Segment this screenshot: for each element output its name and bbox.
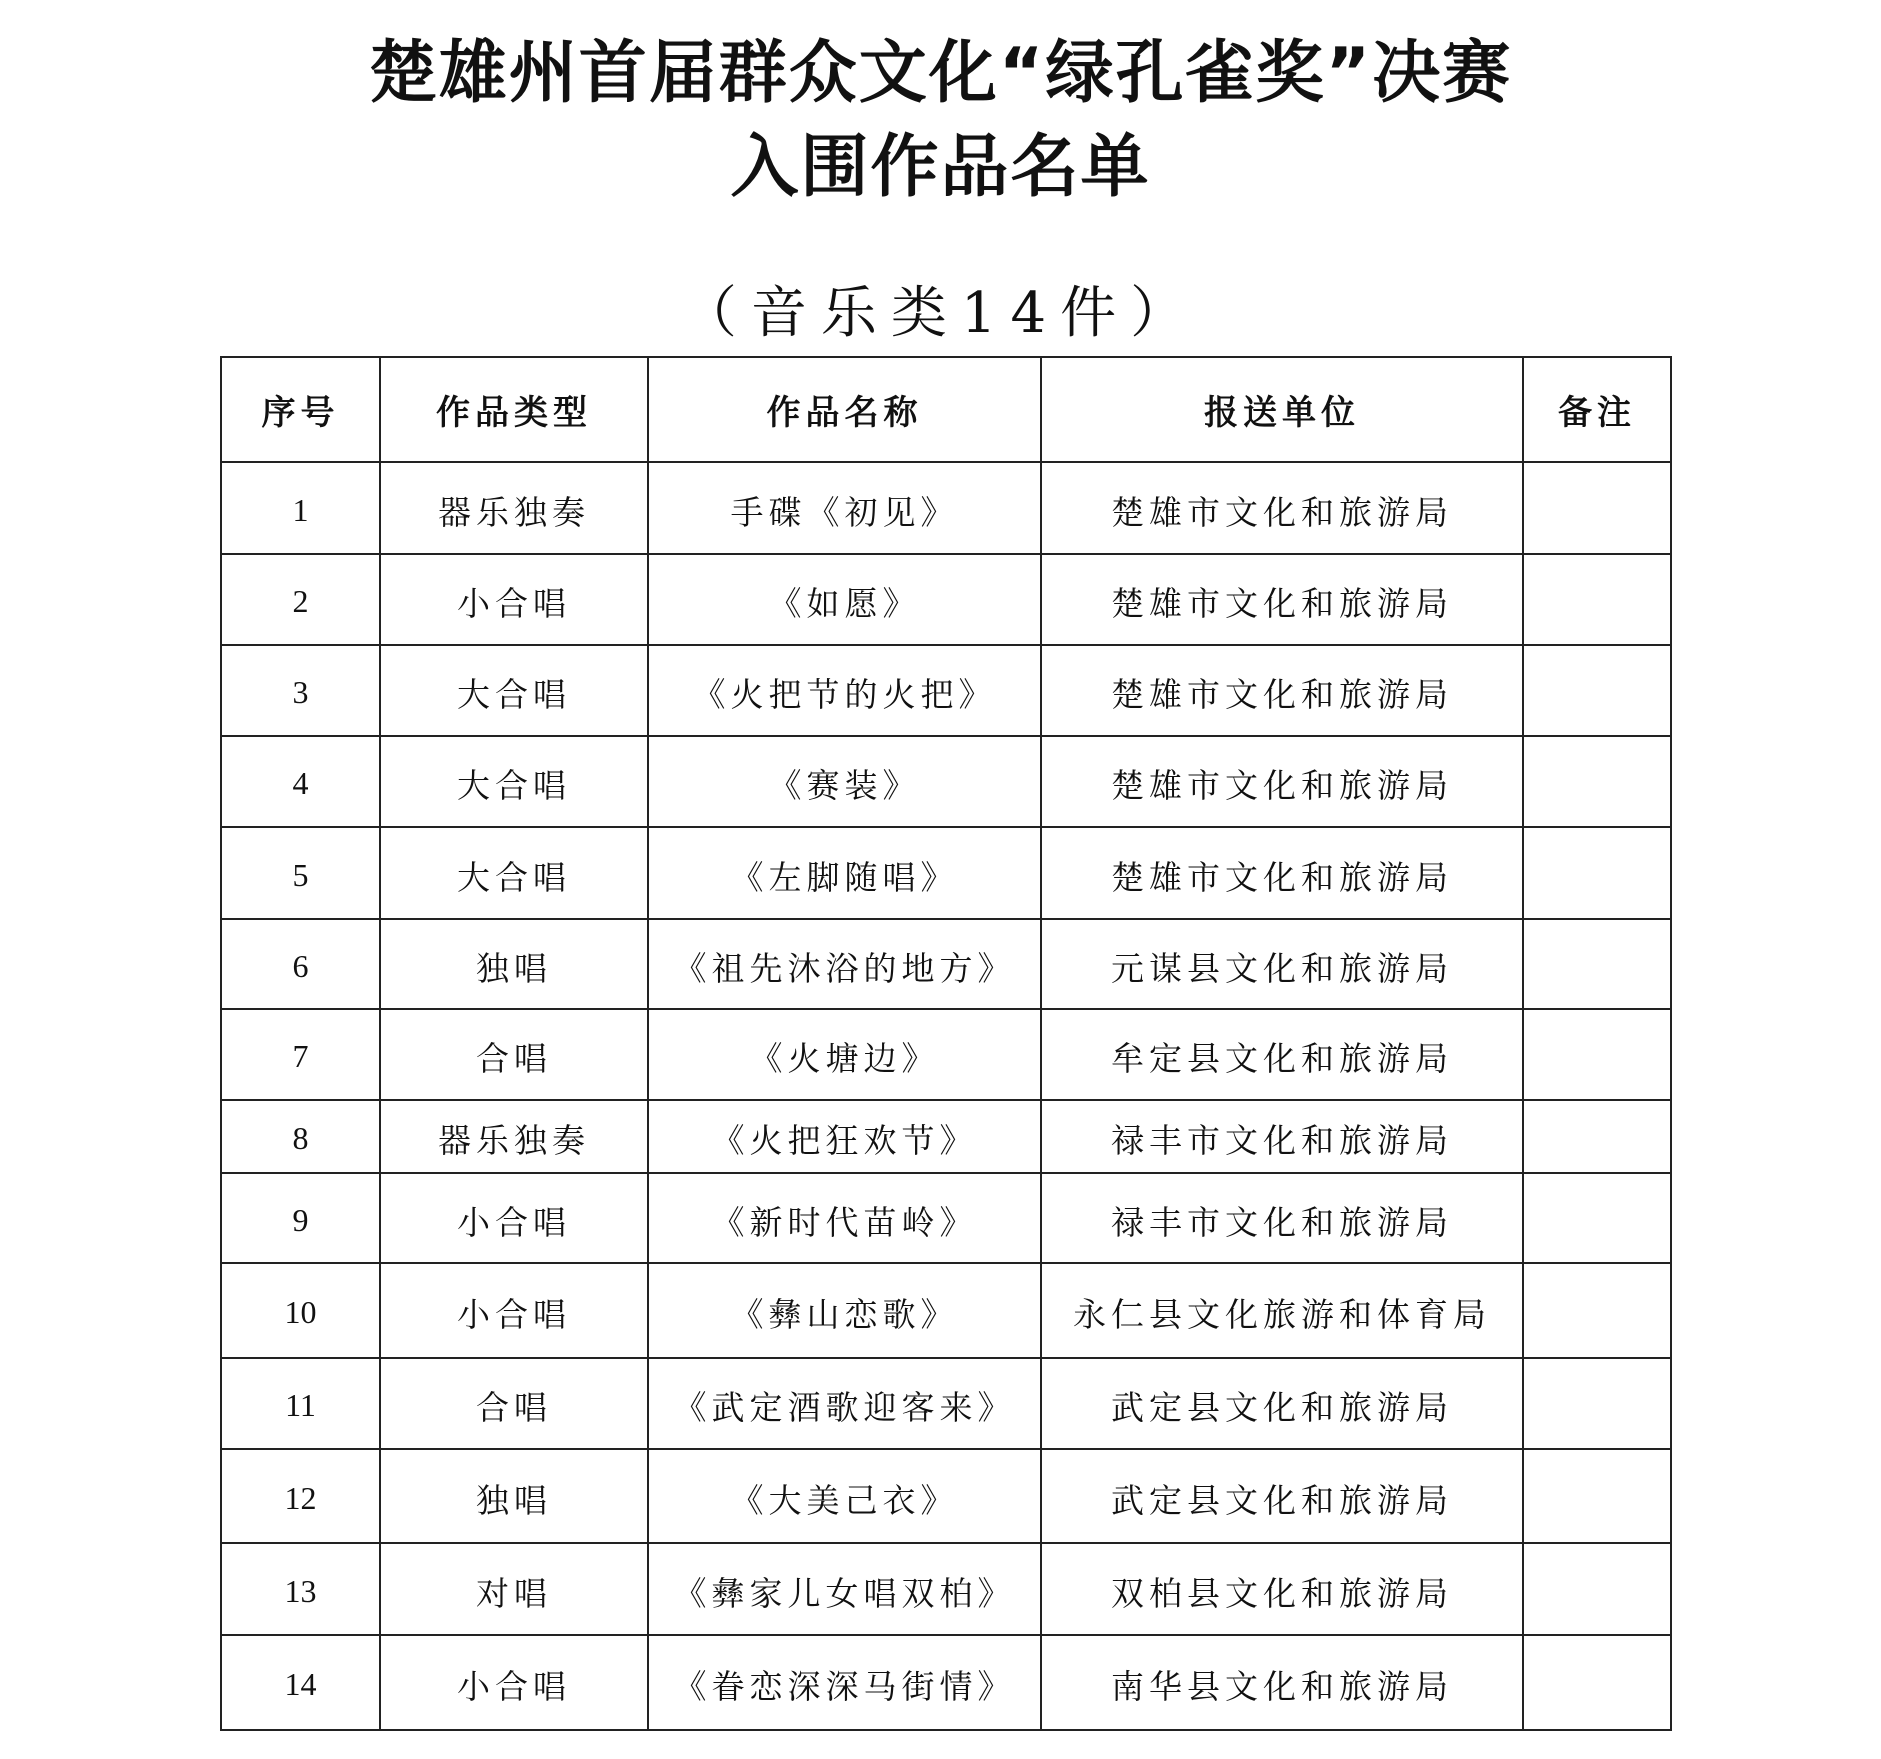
cell-note: [1523, 1358, 1671, 1449]
cell-unit: 楚雄市文化和旅游局: [1041, 827, 1523, 919]
cell-type: 对唱: [380, 1543, 648, 1635]
table-row: [221, 1635, 1671, 1730]
cell-unit: 永仁县文化旅游和体育局: [1041, 1263, 1523, 1358]
cell-name: 《祖先沐浴的地方》: [648, 919, 1041, 1009]
table-row: [221, 1009, 1671, 1100]
cell-unit: 牟定县文化和旅游局: [1041, 1009, 1523, 1100]
cell-name: 《彝山恋歌》: [648, 1263, 1041, 1358]
table-row: [221, 827, 1671, 919]
header-type: 作品类型: [380, 357, 648, 462]
cell-no: 8: [221, 1100, 380, 1173]
header-note: 备注: [1523, 357, 1671, 462]
table-row: [221, 919, 1671, 1009]
cell-no: 12: [221, 1449, 380, 1543]
header-no: 序号: [221, 357, 380, 462]
cell-type: 合唱: [380, 1009, 648, 1100]
cell-no: 13: [221, 1543, 380, 1635]
cell-note: [1523, 462, 1671, 554]
cell-note: [1523, 645, 1671, 736]
cell-no: 1: [221, 462, 380, 554]
table-row: [221, 1543, 1671, 1635]
cell-name: 《武定酒歌迎客来》: [648, 1358, 1041, 1449]
header-unit: 报送单位: [1041, 357, 1523, 462]
cell-name: 《新时代苗岭》: [648, 1173, 1041, 1263]
cell-no: 4: [221, 736, 380, 827]
table-row: [221, 554, 1671, 645]
cell-name: 《大美己衣》: [648, 1449, 1041, 1543]
cell-type: 大合唱: [380, 827, 648, 919]
cell-note: [1523, 736, 1671, 827]
cell-unit: 楚雄市文化和旅游局: [1041, 736, 1523, 827]
cell-unit: 禄丰市文化和旅游局: [1041, 1173, 1523, 1263]
cell-note: [1523, 1449, 1671, 1543]
table-row: [221, 462, 1671, 554]
table-row: [221, 1449, 1671, 1543]
cell-no: 14: [221, 1635, 380, 1730]
category-subtitle: （音乐类14件）: [680, 281, 1201, 346]
cell-type: 大合唱: [380, 645, 648, 736]
cell-type: 小合唱: [380, 1263, 648, 1358]
page-title-line-1: 楚雄州首届群众文化“绿孔雀奖”决赛: [368, 34, 1513, 113]
cell-no: 9: [221, 1173, 380, 1263]
cell-type: 独唱: [380, 919, 648, 1009]
cell-name: 《火把节的火把》: [648, 645, 1041, 736]
cell-no: 11: [221, 1358, 380, 1449]
cell-type: 大合唱: [380, 736, 648, 827]
finalist-table: [220, 356, 1672, 1731]
table-body: [221, 462, 1671, 1730]
cell-type: 器乐独奏: [380, 462, 648, 554]
cell-type: 小合唱: [380, 554, 648, 645]
cell-note: [1523, 1173, 1671, 1263]
cell-no: 6: [221, 919, 380, 1009]
cell-unit: 楚雄市文化和旅游局: [1041, 462, 1523, 554]
cell-unit: 南华县文化和旅游局: [1041, 1635, 1523, 1730]
cell-unit: 武定县文化和旅游局: [1041, 1358, 1523, 1449]
cell-no: 2: [221, 554, 380, 645]
header-name: 作品名称: [648, 357, 1041, 462]
cell-type: 合唱: [380, 1358, 648, 1449]
cell-no: 7: [221, 1009, 380, 1100]
header-row: [221, 357, 1671, 462]
cell-name: 《如愿》: [648, 554, 1041, 645]
page-title-line-2: 入围作品名单: [730, 128, 1151, 207]
cell-no: 3: [221, 645, 380, 736]
table-row: [221, 1358, 1671, 1449]
cell-unit: 武定县文化和旅游局: [1041, 1449, 1523, 1543]
table-row: [221, 736, 1671, 827]
cell-note: [1523, 1263, 1671, 1358]
cell-name: 《火塘边》: [648, 1009, 1041, 1100]
table-row: [221, 645, 1671, 736]
table-row: [221, 1263, 1671, 1358]
cell-type: 独唱: [380, 1449, 648, 1543]
cell-name: 《彝家儿女唱双柏》: [648, 1543, 1041, 1635]
cell-note: [1523, 554, 1671, 645]
cell-no: 10: [221, 1263, 380, 1358]
cell-unit: 禄丰市文化和旅游局: [1041, 1100, 1523, 1173]
cell-unit: 楚雄市文化和旅游局: [1041, 645, 1523, 736]
cell-type: 小合唱: [380, 1635, 648, 1730]
cell-type: 小合唱: [380, 1173, 648, 1263]
cell-note: [1523, 1100, 1671, 1173]
cell-no: 5: [221, 827, 380, 919]
cell-note: [1523, 919, 1671, 1009]
cell-note: [1523, 827, 1671, 919]
cell-name: 《火把狂欢节》: [648, 1100, 1041, 1173]
cell-name: 《赛装》: [648, 736, 1041, 827]
cell-unit: 双柏县文化和旅游局: [1041, 1543, 1523, 1635]
cell-name: 《左脚随唱》: [648, 827, 1041, 919]
cell-note: [1523, 1543, 1671, 1635]
table-row: [221, 1173, 1671, 1263]
cell-note: [1523, 1635, 1671, 1730]
cell-note: [1523, 1009, 1671, 1100]
cell-name: 手碟《初见》: [648, 462, 1041, 554]
cell-unit: 元谋县文化和旅游局: [1041, 919, 1523, 1009]
cell-unit: 楚雄市文化和旅游局: [1041, 554, 1523, 645]
table-row: [221, 1100, 1671, 1173]
cell-name: 《眷恋深深马街情》: [648, 1635, 1041, 1730]
cell-type: 器乐独奏: [380, 1100, 648, 1173]
table-header: [221, 357, 1671, 462]
